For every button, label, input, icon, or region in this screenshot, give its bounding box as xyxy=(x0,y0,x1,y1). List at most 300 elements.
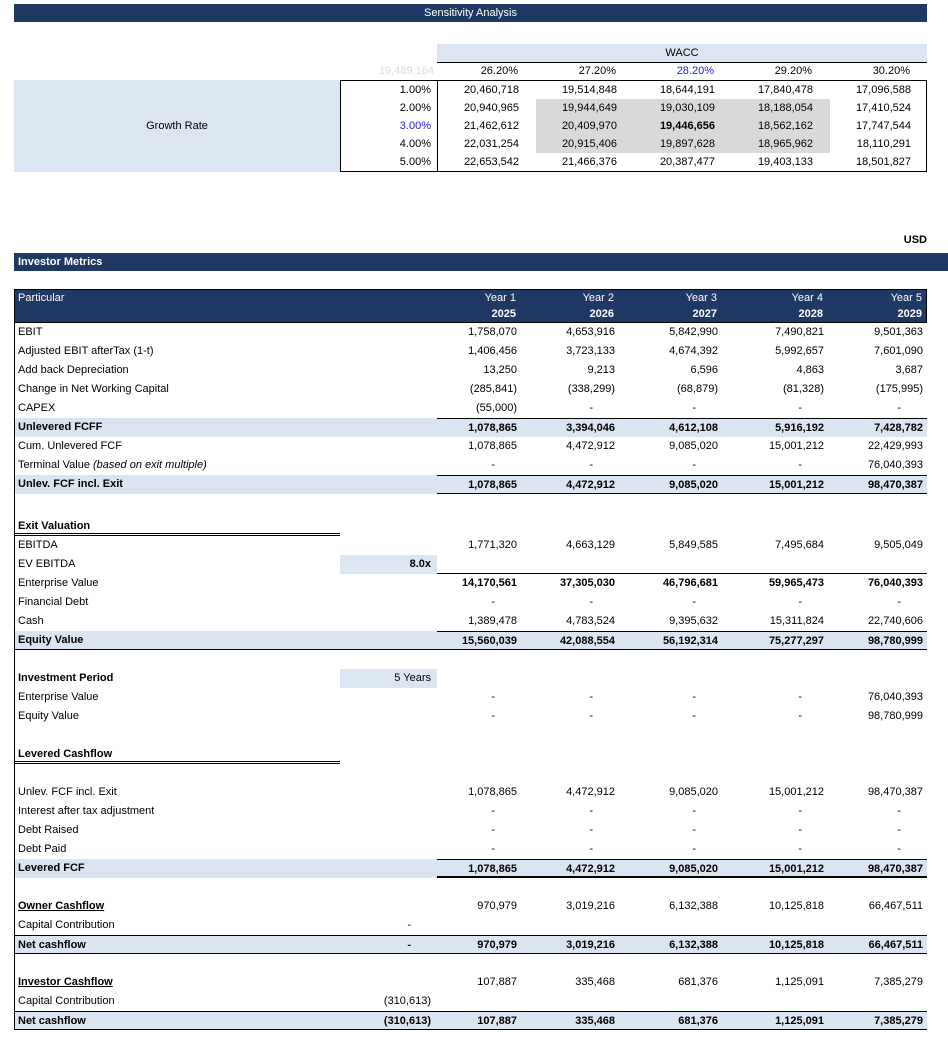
row-b-value xyxy=(340,342,437,361)
row-value xyxy=(437,517,521,536)
row-value: 9,501,363 xyxy=(874,326,923,338)
sensitivity-cell: 19,030,109 xyxy=(634,99,732,117)
row-value xyxy=(619,555,722,573)
row-label xyxy=(15,631,340,649)
row-value: 4,653,916 xyxy=(566,326,615,338)
metrics-header-year-number: 2029 xyxy=(897,308,922,320)
row-label-text: Enterprise Value xyxy=(18,691,99,703)
row-values xyxy=(437,536,927,555)
row-value xyxy=(437,916,521,935)
wacc-column-header: 26.20% xyxy=(480,65,518,77)
row-value: 98,780,999 xyxy=(867,710,923,722)
row-value: 335,468 xyxy=(575,976,615,988)
row-label-text: Unlevered FCFF xyxy=(18,421,103,433)
row-value: 10,125,818 xyxy=(768,939,824,951)
row-b-value: - xyxy=(407,939,411,951)
row-value: 76,040,393 xyxy=(867,577,923,589)
sensitivity-cell: 17,410,524 xyxy=(855,102,911,114)
row-label xyxy=(15,859,340,878)
sensitivity-cell: 19,403,133 xyxy=(757,156,813,168)
row-values xyxy=(437,342,927,361)
investor-metrics-section-header: Investor Metrics xyxy=(14,253,948,271)
row-label xyxy=(15,475,340,494)
row-value: (338,299) xyxy=(567,383,615,395)
row-value xyxy=(828,669,927,688)
row-value: 1,078,865 xyxy=(468,440,517,452)
metrics-row xyxy=(15,802,927,821)
row-label xyxy=(15,916,340,935)
growth-rate-row-header[interactable]: 3.00% xyxy=(399,120,431,132)
row-b-value xyxy=(340,631,437,649)
table-spacer-row xyxy=(15,650,927,669)
sensitivity-cell: 19,944,649 xyxy=(536,99,634,117)
row-value: 107,887 xyxy=(477,976,517,988)
row-value: 6,132,388 xyxy=(669,939,718,951)
row-label xyxy=(15,783,340,802)
sensitivity-cell: 21,462,612 xyxy=(463,120,519,132)
row-value: 9,395,632 xyxy=(669,615,718,627)
row-value xyxy=(722,669,828,688)
row-b-value xyxy=(340,574,437,593)
row-value: - xyxy=(491,691,495,703)
row-value: - xyxy=(692,805,696,817)
row-value: 7,495,684 xyxy=(775,539,824,551)
wacc-header: WACC xyxy=(437,44,927,63)
row-values xyxy=(437,707,927,726)
row-value: 56,192,314 xyxy=(662,635,718,647)
row-value: (55,000) xyxy=(476,402,517,414)
row-value: 1,771,320 xyxy=(468,539,517,551)
row-label-text: Net cashflow xyxy=(18,1015,86,1027)
row-b-value xyxy=(340,380,437,399)
row-value: 98,470,387 xyxy=(867,786,923,798)
table-spacer-row xyxy=(15,764,927,783)
row-value: 15,001,212 xyxy=(768,440,824,452)
growth-rate-row-header: 1.00% xyxy=(399,84,431,96)
row-value xyxy=(722,916,828,935)
row-label xyxy=(15,361,340,380)
wacc-column-header: 27.20% xyxy=(578,65,616,77)
row-b-value xyxy=(340,456,437,475)
row-value xyxy=(437,555,521,573)
metrics-header-year-number: 2028 xyxy=(798,308,823,320)
row-b-value xyxy=(340,399,437,418)
row-value: (285,841) xyxy=(469,383,517,395)
row-values xyxy=(437,399,927,418)
metrics-row xyxy=(15,380,927,399)
row-value: - xyxy=(897,805,901,817)
sensitivity-corner-value: 19,489,164 xyxy=(378,65,434,77)
row-value xyxy=(619,669,722,688)
metrics-row xyxy=(15,361,927,380)
sensitivity-cell: 20,460,718 xyxy=(463,84,519,96)
row-value: - xyxy=(589,459,593,471)
row-value: 1,078,865 xyxy=(468,863,517,875)
row-value: 66,467,511 xyxy=(868,939,923,951)
table-spacer-row xyxy=(15,878,927,897)
row-label-text: Net cashflow xyxy=(18,939,86,951)
row-label-text: CAPEX xyxy=(18,402,56,414)
sensitivity-cell: 18,188,054 xyxy=(732,99,830,117)
row-value: 4,472,912 xyxy=(566,863,615,875)
row-value: 5,916,192 xyxy=(775,422,824,434)
row-label-text: Change in Net Working Capital xyxy=(18,383,169,395)
metrics-row xyxy=(15,631,927,650)
row-value: 681,376 xyxy=(678,1015,718,1027)
row-label xyxy=(15,342,340,361)
row-label-text: EBIT xyxy=(18,326,43,338)
sensitivity-cell: 22,031,254 xyxy=(463,138,519,150)
sensitivity-analysis-title: Sensitivity Analysis xyxy=(14,4,927,22)
row-value: 4,783,524 xyxy=(566,615,615,627)
row-b-value xyxy=(340,783,437,802)
row-label-text: Add back Depreciation xyxy=(18,364,129,376)
row-value: 59,965,473 xyxy=(768,577,824,589)
row-value xyxy=(722,992,828,1011)
row-value: - xyxy=(692,843,696,855)
sensitivity-cell: 17,747,544 xyxy=(855,120,911,132)
metrics-header-spacer xyxy=(15,306,436,322)
row-label xyxy=(15,992,340,1011)
row-value xyxy=(828,517,927,536)
metrics-row xyxy=(15,821,927,840)
row-b-value xyxy=(340,361,437,380)
metrics-header-year: Year 2 xyxy=(582,292,614,304)
row-b-value xyxy=(340,517,437,536)
row-value: 15,001,212 xyxy=(768,863,824,875)
row-b-value xyxy=(340,840,437,859)
row-values xyxy=(437,745,927,764)
row-value: 9,505,049 xyxy=(874,539,923,551)
row-value: - xyxy=(589,805,593,817)
row-label-text: Terminal Value xyxy=(18,459,90,471)
row-label-text: Levered FCF xyxy=(18,862,85,874)
row-label xyxy=(15,612,340,631)
row-value: 7,428,782 xyxy=(874,422,923,434)
row-values xyxy=(437,936,927,953)
sensitivity-cell: 18,965,962 xyxy=(732,135,830,153)
sensitivity-cell: 20,409,970 xyxy=(536,117,634,135)
assumption-input-cell[interactable]: 8.0x xyxy=(340,555,437,574)
row-label-text: Capital Contribution xyxy=(18,995,115,1007)
row-values xyxy=(437,574,927,593)
sensitivity-cell: 18,110,291 xyxy=(856,138,911,150)
metrics-row xyxy=(15,555,927,574)
row-value: 107,887 xyxy=(477,1015,517,1027)
row-value: 7,490,821 xyxy=(775,326,824,338)
row-value: 1,406,456 xyxy=(468,345,517,357)
row-b-value xyxy=(340,437,437,456)
row-values xyxy=(437,323,927,342)
row-value: 970,979 xyxy=(477,939,517,951)
row-values xyxy=(437,612,927,631)
row-value xyxy=(828,992,927,1011)
metrics-row xyxy=(15,517,927,536)
row-b-value xyxy=(340,821,437,840)
row-value: 4,472,912 xyxy=(566,786,615,798)
row-label-text: Unlev. FCF incl. Exit xyxy=(18,478,123,490)
row-label xyxy=(15,593,340,612)
row-values xyxy=(437,437,927,456)
row-value: 13,250 xyxy=(483,364,517,376)
row-value: 75,277,297 xyxy=(768,635,824,647)
row-value: 3,394,046 xyxy=(566,422,615,434)
row-label-text: Enterprise Value xyxy=(18,577,99,589)
sensitivity-cell: 20,387,477 xyxy=(659,156,715,168)
row-value: - xyxy=(491,824,495,836)
row-value: 4,674,392 xyxy=(669,345,718,357)
row-value xyxy=(521,745,619,764)
row-value xyxy=(521,555,619,573)
row-value: - xyxy=(589,824,593,836)
row-b-value: - xyxy=(407,919,411,931)
sensitivity-cell: 20,940,965 xyxy=(463,102,519,114)
row-value: 9,085,020 xyxy=(669,786,718,798)
row-value: - xyxy=(798,824,802,836)
row-value: 970,979 xyxy=(477,900,517,912)
row-label-text: Unlev. FCF incl. Exit xyxy=(18,786,117,798)
row-value: - xyxy=(692,596,696,608)
row-b-value xyxy=(340,475,437,494)
metrics-header-year-row xyxy=(15,290,926,306)
row-value: 681,376 xyxy=(678,976,718,988)
row-value: 5,849,585 xyxy=(669,539,718,551)
row-value: - xyxy=(798,843,802,855)
row-value: - xyxy=(897,402,901,414)
metrics-row xyxy=(15,418,927,437)
row-values xyxy=(437,475,927,494)
row-values xyxy=(437,380,927,399)
row-values xyxy=(437,669,927,688)
row-label xyxy=(15,517,340,536)
row-value: 1,389,478 xyxy=(468,615,517,627)
metrics-row xyxy=(15,342,927,361)
metrics-row xyxy=(15,574,927,593)
metrics-row xyxy=(15,916,927,935)
row-value: 1,125,091 xyxy=(775,976,824,988)
metrics-row xyxy=(15,1011,927,1030)
row-value: 76,040,393 xyxy=(867,459,923,471)
row-value: 5,992,657 xyxy=(775,345,824,357)
metrics-header-particular: Particular xyxy=(18,292,65,304)
row-label xyxy=(15,688,340,707)
row-value xyxy=(722,517,828,536)
row-value: 15,001,212 xyxy=(768,479,824,491)
row-value: - xyxy=(491,596,495,608)
row-label-text: Investment Period xyxy=(18,672,114,684)
sensitivity-cell: 21,466,376 xyxy=(561,156,617,168)
row-value: 76,040,393 xyxy=(867,691,923,703)
row-label xyxy=(15,418,340,437)
wacc-column-header: 30.20% xyxy=(872,65,910,77)
metrics-row xyxy=(15,669,927,688)
row-value: - xyxy=(491,805,495,817)
row-value: 98,780,999 xyxy=(867,635,923,647)
wacc-column-header: 29.20% xyxy=(774,65,812,77)
row-b-value: (310,613) xyxy=(383,995,431,1007)
metrics-row xyxy=(15,688,927,707)
row-label-text: Levered Cashflow xyxy=(18,748,113,760)
row-value: - xyxy=(897,824,901,836)
row-value: 9,213 xyxy=(587,364,615,376)
row-values xyxy=(437,517,927,536)
row-b-value xyxy=(340,897,437,916)
row-value xyxy=(619,916,722,935)
row-value: 14,170,561 xyxy=(461,577,517,589)
sensitivity-cell: 18,562,162 xyxy=(732,117,830,135)
row-value: (175,995) xyxy=(875,383,923,395)
row-label xyxy=(15,574,340,593)
row-value: 4,863 xyxy=(796,364,824,376)
row-label xyxy=(15,1012,340,1029)
row-label xyxy=(15,936,340,953)
row-b-value xyxy=(340,536,437,555)
row-value: 4,663,129 xyxy=(566,539,615,551)
row-values xyxy=(437,840,927,859)
row-label xyxy=(15,669,340,688)
growth-rate-row-header: 4.00% xyxy=(399,138,431,150)
row-value xyxy=(722,745,828,764)
row-value: - xyxy=(491,710,495,722)
row-value: 3,723,133 xyxy=(566,345,615,357)
metrics-row xyxy=(15,399,927,418)
sensitivity-cell: 17,840,478 xyxy=(757,84,813,96)
row-label-text: Interest after tax adjustment xyxy=(18,805,155,817)
row-label-note: (based on exit multiple) xyxy=(89,459,207,471)
row-value xyxy=(437,992,521,1011)
metrics-row xyxy=(15,783,927,802)
row-label-text: Cum. Unlevered FCF xyxy=(18,440,122,452)
row-label xyxy=(15,840,340,859)
row-b-value xyxy=(340,859,437,878)
metrics-header-year: Year 1 xyxy=(484,292,516,304)
metrics-header-year-number: 2027 xyxy=(692,308,717,320)
row-label xyxy=(15,437,340,456)
row-value: 98,470,387 xyxy=(867,479,923,491)
sensitivity-cell: 17,096,588 xyxy=(855,84,911,96)
wacc-columns-row xyxy=(437,63,927,80)
row-value xyxy=(521,517,619,536)
row-value: 15,001,212 xyxy=(768,786,824,798)
metrics-row xyxy=(15,612,927,631)
metrics-header-year: Year 5 xyxy=(890,292,922,304)
metrics-row xyxy=(15,536,927,555)
wacc-column-header[interactable]: 28.20% xyxy=(676,65,714,77)
row-values xyxy=(437,859,927,878)
row-label-text: EV EBITDA xyxy=(18,558,76,570)
row-value: 46,796,681 xyxy=(662,577,718,589)
metrics-row xyxy=(15,707,927,726)
row-value: 15,560,039 xyxy=(461,635,517,647)
row-values xyxy=(437,802,927,821)
row-value: 4,472,912 xyxy=(566,479,615,491)
metrics-row xyxy=(15,897,927,916)
row-label-text: Debt Paid xyxy=(18,843,67,855)
metrics-header-yearnum-row xyxy=(15,306,926,322)
row-label-text: Cash xyxy=(18,615,44,627)
row-value xyxy=(828,555,927,573)
row-value: 3,019,216 xyxy=(566,900,615,912)
row-value: - xyxy=(692,824,696,836)
row-value: 4,612,108 xyxy=(669,422,718,434)
row-value: 66,467,511 xyxy=(868,900,923,912)
row-value: - xyxy=(798,402,802,414)
row-value xyxy=(619,517,722,536)
row-value: - xyxy=(692,459,696,471)
metrics-row xyxy=(15,859,927,878)
row-value: 7,385,279 xyxy=(874,976,923,988)
row-value xyxy=(828,916,927,935)
metrics-row xyxy=(15,593,927,612)
metrics-row xyxy=(15,973,927,992)
row-value: 22,429,993 xyxy=(867,440,923,452)
row-values xyxy=(437,992,927,1011)
row-value: 1,078,865 xyxy=(468,479,517,491)
row-value xyxy=(722,555,828,573)
row-value: 22,740,606 xyxy=(867,615,923,627)
metrics-header-year: Year 4 xyxy=(791,292,823,304)
row-label xyxy=(15,802,340,821)
row-label-text: Debt Raised xyxy=(18,824,79,836)
row-label xyxy=(15,536,340,555)
metrics-row xyxy=(15,840,927,859)
row-value: 1,078,865 xyxy=(468,422,517,434)
row-label xyxy=(15,897,340,916)
row-values xyxy=(437,418,927,437)
row-value: - xyxy=(897,843,901,855)
row-value: 6,596 xyxy=(690,364,718,376)
row-value: 98,470,387 xyxy=(867,863,923,875)
row-label-text: Investor Cashflow xyxy=(18,976,113,988)
row-values xyxy=(437,916,927,935)
table-spacer-row xyxy=(15,494,927,517)
growth-rate-values-column xyxy=(340,80,437,172)
row-values xyxy=(437,897,927,916)
metrics-row xyxy=(15,745,927,764)
row-values xyxy=(437,361,927,380)
row-value: 10,125,818 xyxy=(768,900,824,912)
row-label xyxy=(15,380,340,399)
row-values xyxy=(437,973,927,992)
row-values xyxy=(437,821,927,840)
metrics-row xyxy=(15,456,927,475)
row-value: 15,311,824 xyxy=(769,615,824,627)
sensitivity-cell: 22,653,542 xyxy=(463,156,519,168)
row-value: - xyxy=(798,459,802,471)
row-value: 9,085,020 xyxy=(669,479,718,491)
row-b-value xyxy=(340,593,437,612)
row-b-value xyxy=(340,973,437,992)
row-values xyxy=(437,456,927,475)
row-values xyxy=(437,1012,927,1029)
row-value: - xyxy=(589,843,593,855)
assumption-input-cell[interactable]: 5 Years xyxy=(340,669,437,688)
row-value: 5,842,990 xyxy=(669,326,718,338)
sensitivity-cell: 20,915,406 xyxy=(536,135,634,153)
metrics-table-header xyxy=(14,289,927,323)
row-value: - xyxy=(897,596,901,608)
row-label xyxy=(15,973,340,992)
row-values xyxy=(437,555,927,574)
row-b-value xyxy=(340,612,437,631)
row-label-text: Capital Contribution xyxy=(18,919,115,931)
row-b-value xyxy=(340,707,437,726)
row-label xyxy=(15,323,340,342)
row-value: 335,468 xyxy=(575,1015,615,1027)
row-value: - xyxy=(798,596,802,608)
row-value: - xyxy=(692,691,696,703)
row-value xyxy=(521,916,619,935)
